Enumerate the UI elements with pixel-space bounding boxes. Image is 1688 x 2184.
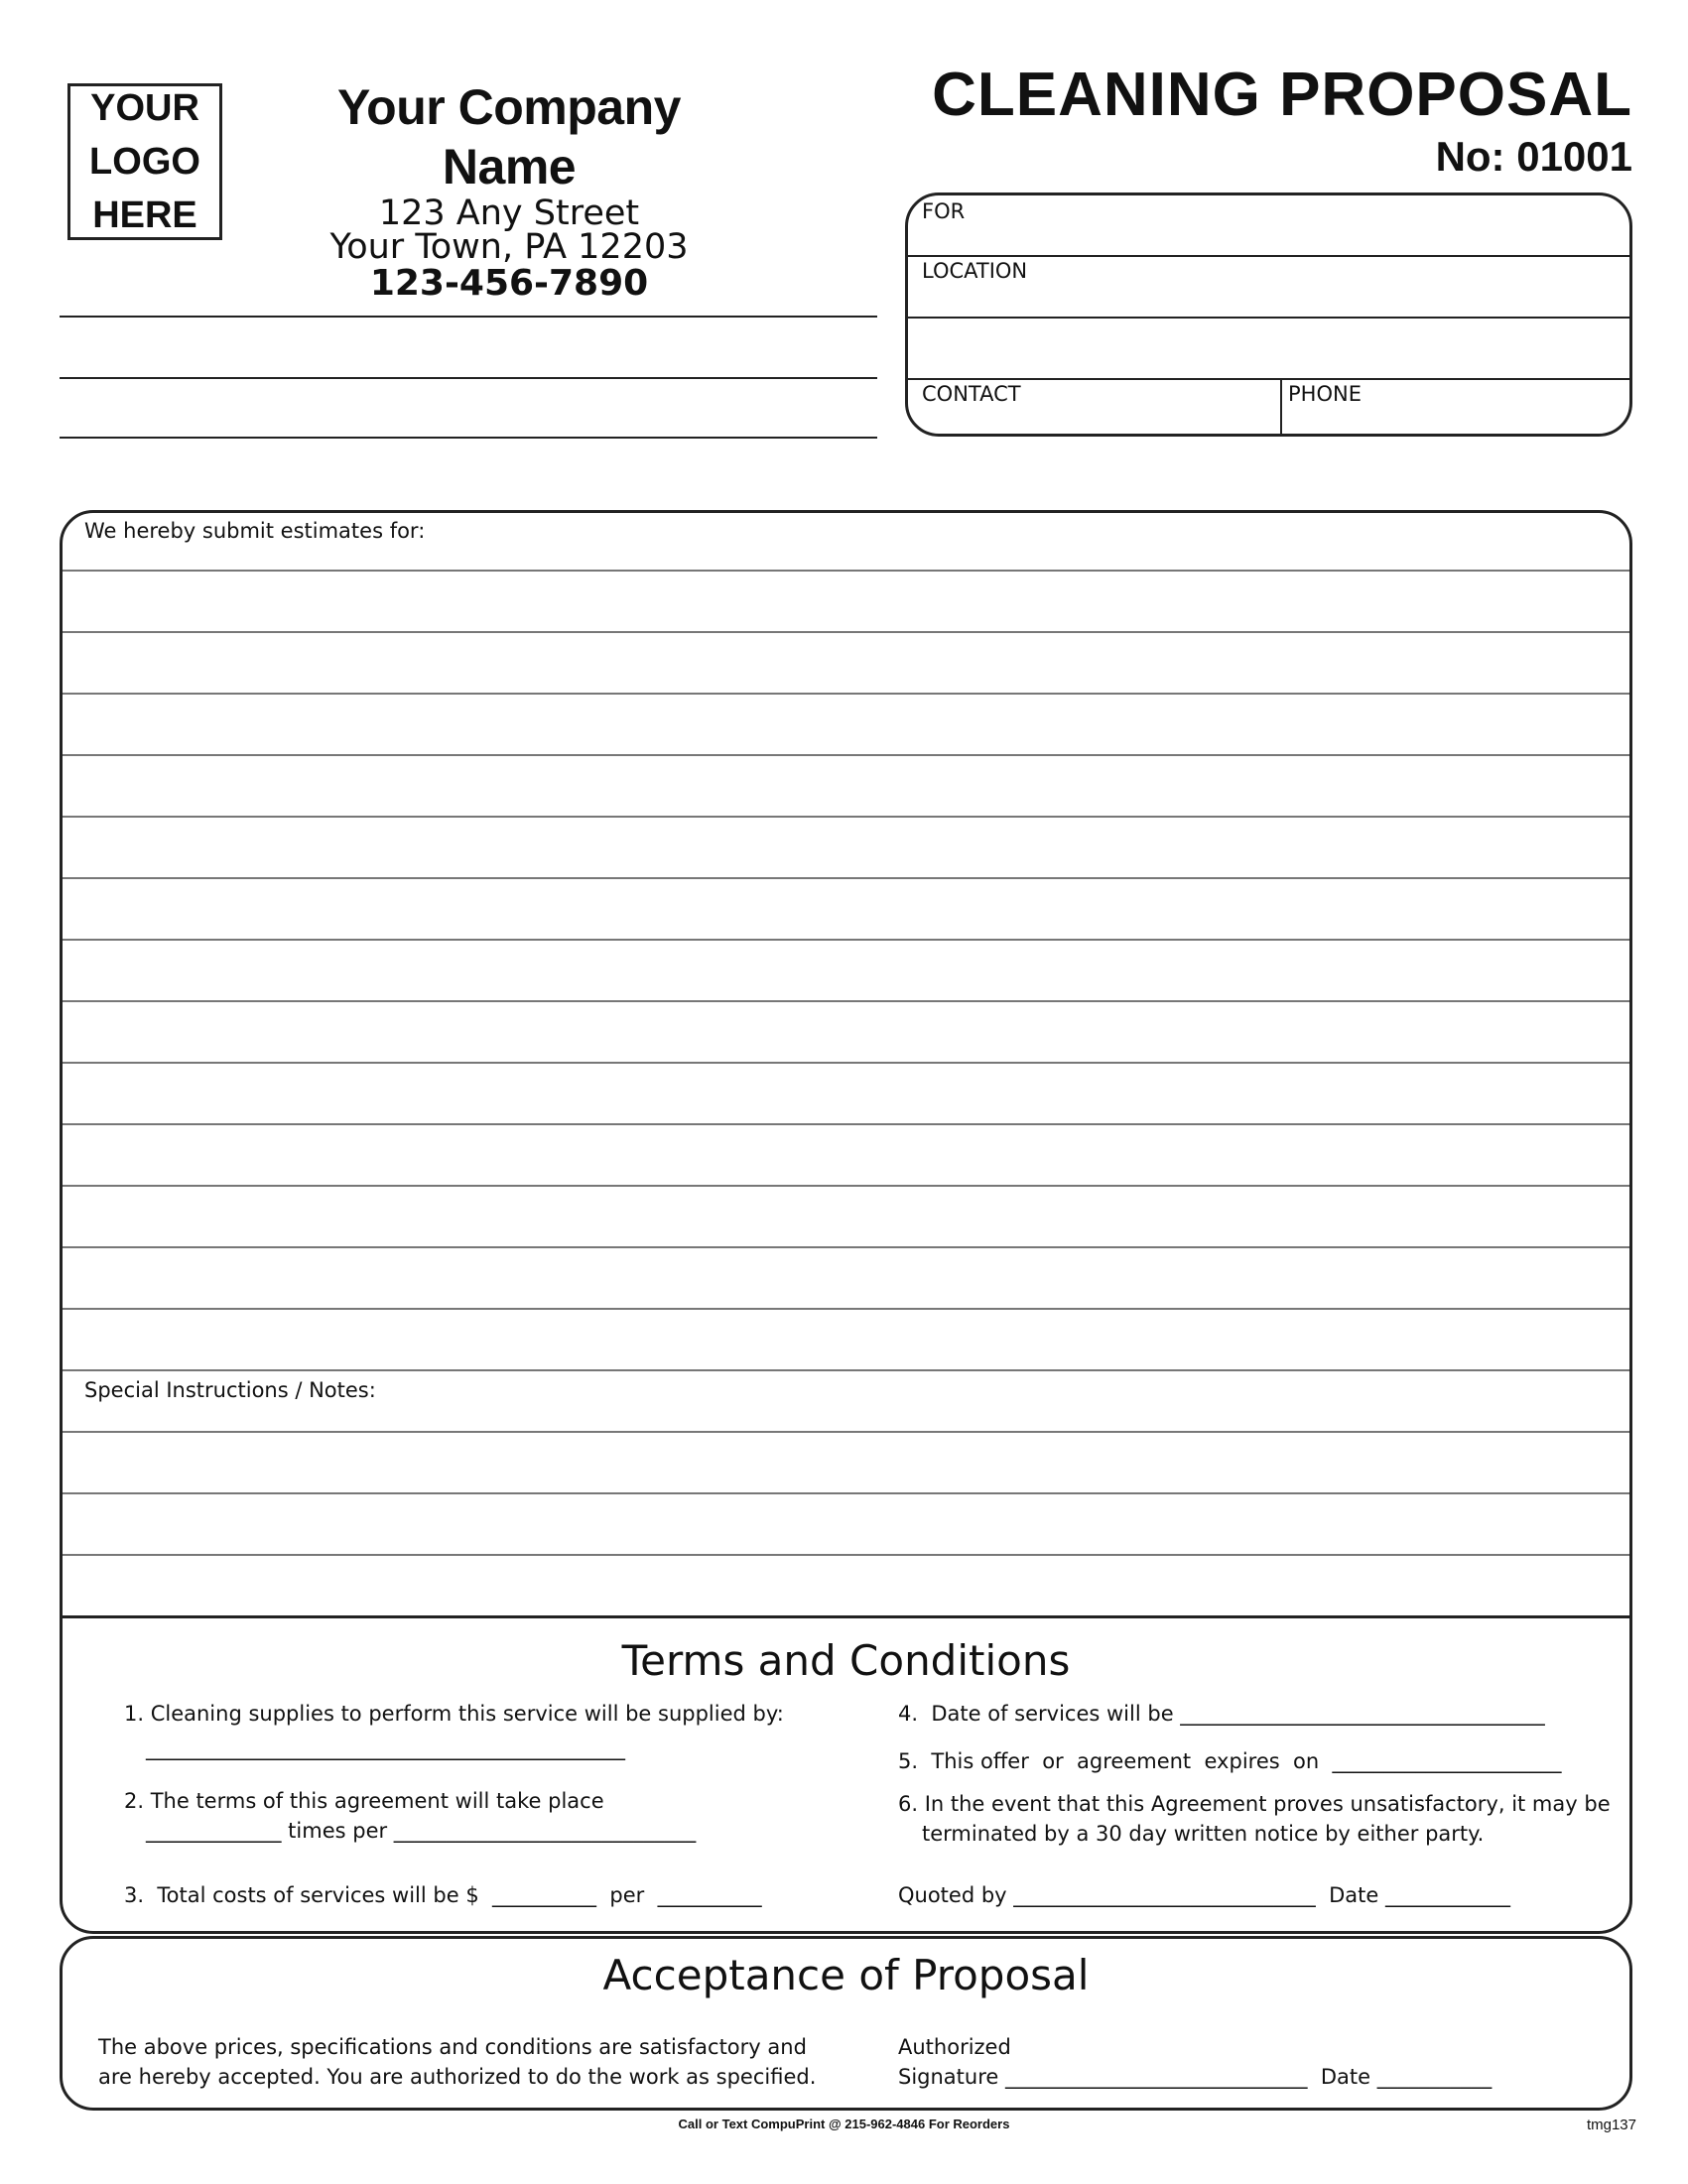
estimates-label: We hereby submit estimates for: [84, 519, 426, 543]
logo-line-1: YOUR [90, 87, 199, 129]
location-field[interactable] [908, 257, 1629, 319]
contact-field[interactable] [908, 380, 1282, 437]
term-1: 1. Cleaning supplies to perform this service will be supplied by: [124, 1702, 784, 1726]
acceptance-text-2: are hereby accepted. You are authorized to do the work as specified. [98, 2065, 817, 2089]
estimate-line[interactable] [63, 877, 1629, 879]
estimate-line[interactable] [63, 693, 1629, 695]
authorized-label: Authorized [898, 2035, 1011, 2059]
term-2: 2. The terms of this agreement will take place [124, 1789, 604, 1813]
blank-line[interactable] [60, 377, 877, 379]
notes-line[interactable] [63, 1554, 1629, 1556]
acceptance-box [60, 1936, 1632, 2111]
quoted-by[interactable]: Quoted by _____________________________ Date ____________ [898, 1883, 1510, 1907]
company-street: 123 Any Street [378, 193, 640, 233]
term-6: 6. In the event that this Agreement proves unsatisfactory, it may be [898, 1792, 1611, 1816]
estimate-line[interactable] [63, 816, 1629, 818]
terms-title: Terms and Conditions [621, 1636, 1071, 1685]
acceptance-text-1: The above prices, specifications and conditions are satisfactory and [98, 2035, 807, 2059]
term-5[interactable]: 5. This offer or agreement expires on ______________________ [898, 1749, 1562, 1773]
term-6-line2: terminated by a 30 day written notice by either party. [922, 1822, 1485, 1846]
estimate-line[interactable] [63, 1062, 1629, 1064]
proposal-number: No: 01001 [1435, 133, 1632, 180]
notes-label: Special Instructions / Notes: [84, 1378, 376, 1402]
form-code: tmg137 [1586, 2117, 1636, 2133]
signature-line[interactable]: Signature _____________________________ Date ___________ [898, 2065, 1493, 2089]
terms-divider [63, 1615, 1629, 1618]
term-3[interactable]: 3. Total costs of services will be $ __________ per __________ [124, 1883, 762, 1907]
contact-label: CONTACT [922, 382, 1021, 406]
blank-line[interactable] [60, 437, 877, 439]
company-name: Your Company Name [337, 79, 681, 194]
phone-label: PHONE [1288, 382, 1362, 406]
location-label: LOCATION [922, 259, 1028, 283]
estimate-line[interactable] [63, 1185, 1629, 1187]
term-1-blank[interactable]: ______________________________________________ [146, 1736, 625, 1760]
company-info [266, 77, 752, 304]
estimate-line[interactable] [63, 1308, 1629, 1310]
estimate-line[interactable] [63, 754, 1629, 756]
reorder-footer: Call or Text CompuPrint @ 215-962-4846 For Reorders [678, 2117, 1010, 2131]
for-label: FOR [922, 199, 966, 223]
estimate-line[interactable] [63, 1123, 1629, 1125]
client-info-box [905, 193, 1632, 437]
estimate-line[interactable] [63, 1369, 1629, 1371]
phone-field[interactable] [1282, 380, 1629, 437]
term-2-line2[interactable]: _____________ times per _____________________________ [146, 1819, 697, 1843]
term-4[interactable]: 4. Date of services will be ___________________________________ [898, 1702, 1545, 1726]
estimate-line[interactable] [63, 570, 1629, 572]
notes-line[interactable] [63, 1431, 1629, 1433]
estimate-line[interactable] [63, 1246, 1629, 1248]
blank-line[interactable] [60, 316, 877, 318]
logo-line-3: HERE [92, 194, 197, 236]
estimate-line[interactable] [63, 1000, 1629, 1002]
document-title: CLEANING PROPOSAL [932, 61, 1632, 129]
location-field-2[interactable] [908, 319, 1629, 380]
company-phone: 123-456-7890 [369, 263, 649, 304]
acceptance-title: Acceptance of Proposal [602, 1951, 1090, 1999]
estimate-line[interactable] [63, 939, 1629, 941]
estimate-box [60, 510, 1632, 1934]
logo-placeholder [67, 83, 222, 240]
for-field[interactable] [908, 195, 1629, 257]
logo-line-2: LOGO [89, 141, 200, 183]
estimate-line[interactable] [63, 631, 1629, 633]
company-city: Your Town, PA 12203 [329, 227, 689, 267]
notes-line[interactable] [63, 1492, 1629, 1494]
